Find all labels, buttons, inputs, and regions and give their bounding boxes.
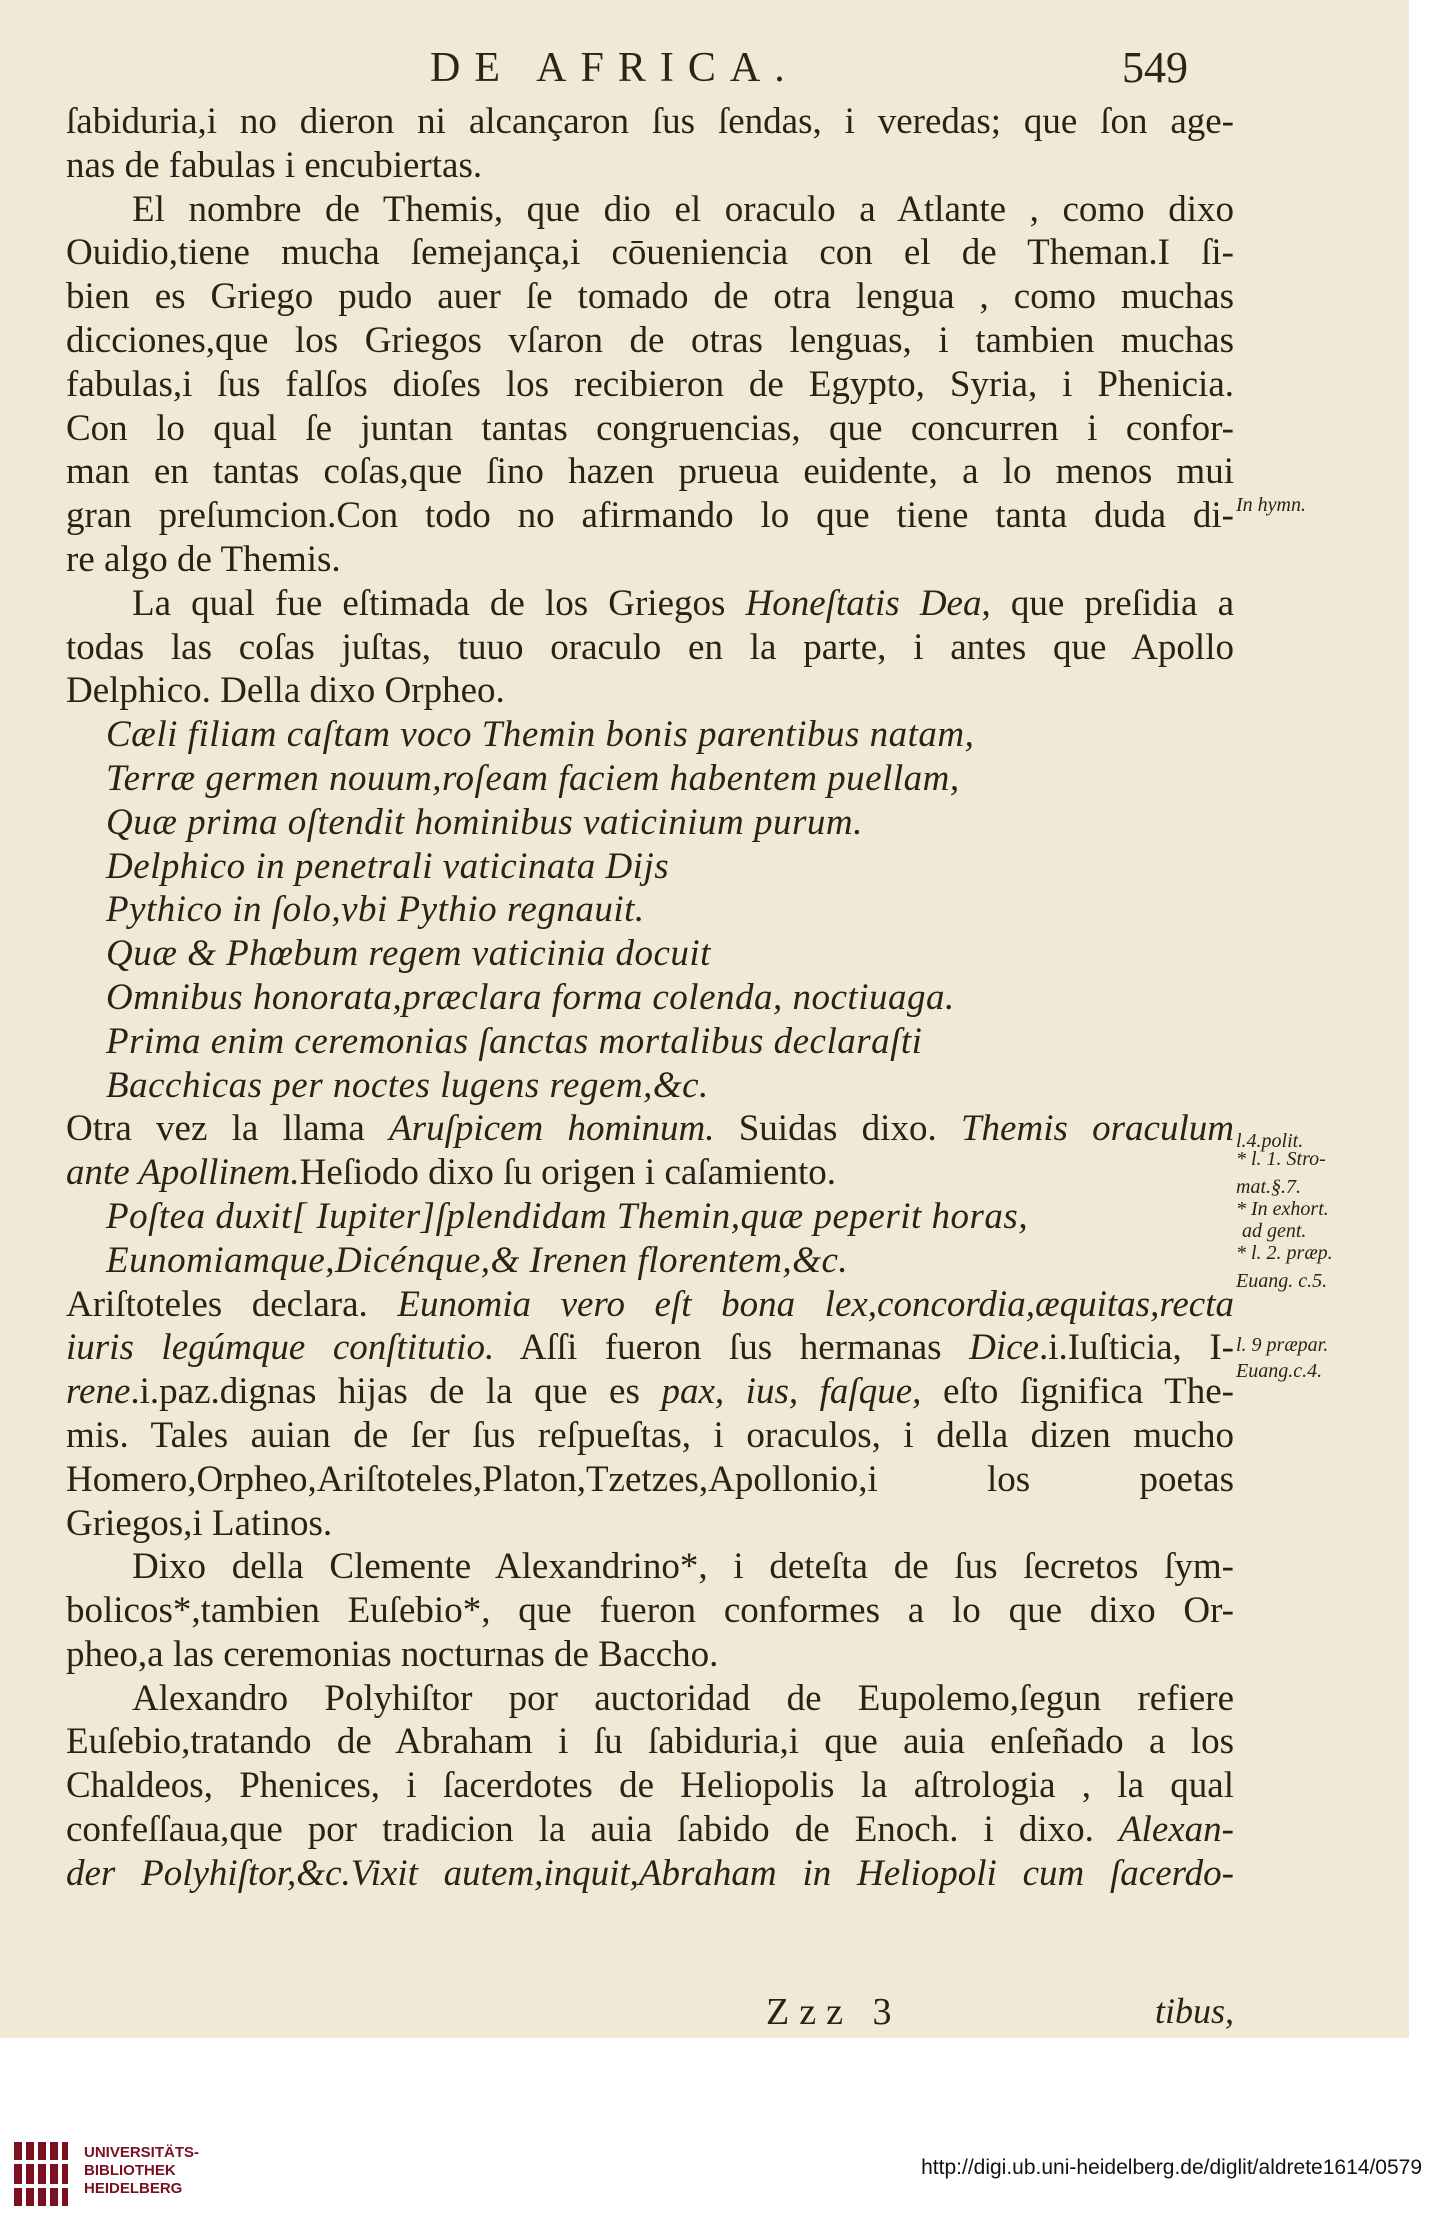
italic-text: pax, ius, faſque, <box>661 1371 922 1413</box>
library-name-line: BIBLIOTHEK <box>84 2162 176 2179</box>
text-line: Alexandro Polyhiſtor por auctoridad de Eupolemo,ſegun refiere <box>132 1677 1234 1719</box>
italic-text: Eunomia vero eſt bona lex,concordia,æquitas,recta <box>397 1283 1234 1325</box>
verse-line: Pythico in ſolo,vbi Pythio regnauit. <box>106 889 645 931</box>
text-run: Suidas dixo. <box>714 1108 961 1150</box>
text-line: mis. Tales auian de ſer ſus reſpueſtas, i oraculos, i della dizen mucho <box>66 1414 1234 1456</box>
text-line <box>66 1151 1234 1195</box>
text-line: fabulas,i ſus falſos dioſes los recibieron de Egypto, Syria, i Phenicia. <box>66 363 1234 405</box>
text-line <box>66 582 1234 626</box>
text-run: Heſiodo dixo ſu origen i caſamiento. <box>299 1152 836 1194</box>
text-line: pheo,a las ceremonias nocturnas de Baccho. <box>66 1633 719 1675</box>
verse-line: Omnibus honorata,præclara forma colenda, noctiuaga. <box>106 976 955 1018</box>
text-run: Aſſi fueron ſus hermanas <box>494 1327 970 1369</box>
margin-note: Euang. c.5. <box>1236 1270 1328 1292</box>
text-run: eſto ſignifica The- <box>921 1371 1234 1413</box>
italic-text: der Polyhiſtor,&c.Vixit autem,inquit,Abraham in Heliopoli cum ſacerdo- <box>66 1852 1234 1894</box>
footer <box>0 2038 1438 2235</box>
library-name <box>84 2144 199 2198</box>
margin-note: Euang.c.4. <box>1236 1360 1323 1382</box>
margin-note: l. 9 præpar. <box>1236 1334 1329 1356</box>
italic-text: Aruſpicem hominum. <box>389 1108 715 1150</box>
verse-line: Eunomiamque,Dicénque,& Irenen florentem,&c. <box>106 1239 849 1281</box>
catch-line <box>66 1990 1234 2036</box>
text-line: Ouidio,tiene mucha ſemejança,i cōueniencia con el de Theman.I ſi- <box>66 232 1234 274</box>
text-line <box>66 1852 1234 1896</box>
text-line: gran preſumcion.Con todo no afirmando lo que tiene tanta duda di- <box>66 495 1234 537</box>
verse-line: Prima enim ceremonias ſanctas mortalibus declaraſti <box>106 1020 923 1062</box>
margin-note: l.4.polit. <box>1236 1130 1304 1152</box>
italic-text: Dice <box>969 1327 1039 1369</box>
text-line: Con lo qual ſe juntan tantas congruencias, que concurren i confor- <box>66 407 1234 449</box>
text-line <box>66 1326 1234 1370</box>
text-line: Homero,Orpheo,Ariſtoteles,Platon,Tzetzes,Apollonio,i los poetas <box>66 1458 1234 1500</box>
italic-text: Alexan- <box>1118 1809 1234 1851</box>
text-line: re algo de Themis. <box>66 538 341 580</box>
verse-line: Bacchicas per noctes lugens regem,&c. <box>106 1064 709 1106</box>
italic-text: Honeſtatis Dea <box>745 582 982 624</box>
verse-line: Cæli filiam caſtam voco Themin bonis parentibus natam, <box>106 714 975 756</box>
text-run: Ariſtoteles declara. <box>66 1283 398 1325</box>
text-line: Chaldeos, Phenices, i ſacerdotes de Heliopolis la aſtrologia , la qual <box>66 1765 1234 1807</box>
text-run: .i.paz.dignas hijas de la que es <box>130 1371 662 1413</box>
body-text <box>66 100 1234 1896</box>
signature-mark: Zzz 3 <box>766 1991 902 2033</box>
text-line: dicciones,que los Griegos vſaron de otras lenguas, i tambien muchas <box>66 319 1234 361</box>
running-title: DE AFRICA. <box>430 45 799 91</box>
library-name-line: HEIDELBERG <box>84 2180 183 2197</box>
margin-note: ad gent. <box>1242 1220 1307 1242</box>
text-run: , que preſidia a <box>981 582 1234 624</box>
text-line: bien es Griego pudo auer ſe tomado de otra lengua , como muchas <box>66 276 1234 318</box>
text-line: man en tantas coſas,que ſino hazen prueua euidente, a lo menos mui <box>66 451 1234 493</box>
italic-text: ante Apollinem. <box>66 1152 300 1194</box>
margin-note: * l. 1. Stro- <box>1236 1148 1326 1170</box>
margin-note: * l. 2. præp. <box>1236 1242 1333 1264</box>
text-line <box>66 1107 1234 1151</box>
text-line: Griegos,i Latinos. <box>66 1502 333 1544</box>
verse-line: Terræ germen nouum,roſeam faciem habentem puellam, <box>106 757 960 799</box>
italic-text: Themis oraculum <box>960 1108 1234 1150</box>
margin-note: In hymn. <box>1236 494 1306 516</box>
catchword: tibus, <box>1154 1991 1234 2031</box>
page-header <box>0 38 1409 98</box>
verse-line: Quæ prima oſtendit hominibus vaticinium purum. <box>106 801 863 843</box>
text-line: Euſebio,tratando de Abraham i ſu ſabiduria,i que auia enſeñado a los <box>66 1721 1234 1763</box>
text-line <box>66 1370 1234 1414</box>
text-line: Delphico. Della dixo Orpheo. <box>66 670 505 712</box>
margin-note: mat.§.7. <box>1236 1176 1301 1198</box>
italic-text: rene <box>66 1371 131 1413</box>
text-line: ſabiduria,i no dieron ni alcançaron ſus ſendas, i veredas; que ſon age- <box>66 101 1234 142</box>
text-run: La qual fue eſtimada de los Griegos <box>132 582 746 624</box>
text-line: El nombre de Themis, que dio el oraculo a Atlante , como dixo <box>132 188 1234 230</box>
text-run: .i.Iuſticia, I- <box>1038 1327 1234 1369</box>
text-line: todas las coſas juſtas, tuuo oraculo en la parte, i antes que Apollo <box>66 626 1234 668</box>
text-line: nas de fabulas i encubiertas. <box>66 144 483 186</box>
italic-text: iuris legúmque conſtitutio. <box>66 1327 495 1369</box>
text-run: Otra vez la llama <box>66 1108 390 1150</box>
text-line: Dixo della Clemente Alexandrino*, i deteſta de ſus ſecretos ſym- <box>132 1546 1234 1588</box>
verse-line: Quæ & Phœbum regem vaticinia docuit <box>106 933 711 975</box>
source-url-link[interactable]: http://digi.ub.uni-heidelberg.de/diglit/aldrete1614/0579 <box>921 2156 1422 2179</box>
verse-line: Poſtea duxit[ Iupiter]ſplendidam Themin,quæ peperit horas, <box>106 1195 1029 1237</box>
library-logo-icon <box>12 2138 70 2210</box>
verse-line: Delphico in penetrali vaticinata Dijs <box>106 845 670 887</box>
library-name-line: UNIVERSITÄTS- <box>84 2144 200 2161</box>
text-line: bolicos*,tambien Euſebio*, que fueron conformes a lo que dixo Or- <box>66 1590 1234 1632</box>
margin-note: * In exhort. <box>1236 1198 1329 1220</box>
text-line <box>66 1808 1234 1852</box>
text-line <box>66 1283 1234 1327</box>
text-run: confeſſaua,que por tradicion la auia ſabido de Enoch. i dixo. <box>66 1809 1119 1851</box>
page-number: 549 <box>1122 43 1188 92</box>
